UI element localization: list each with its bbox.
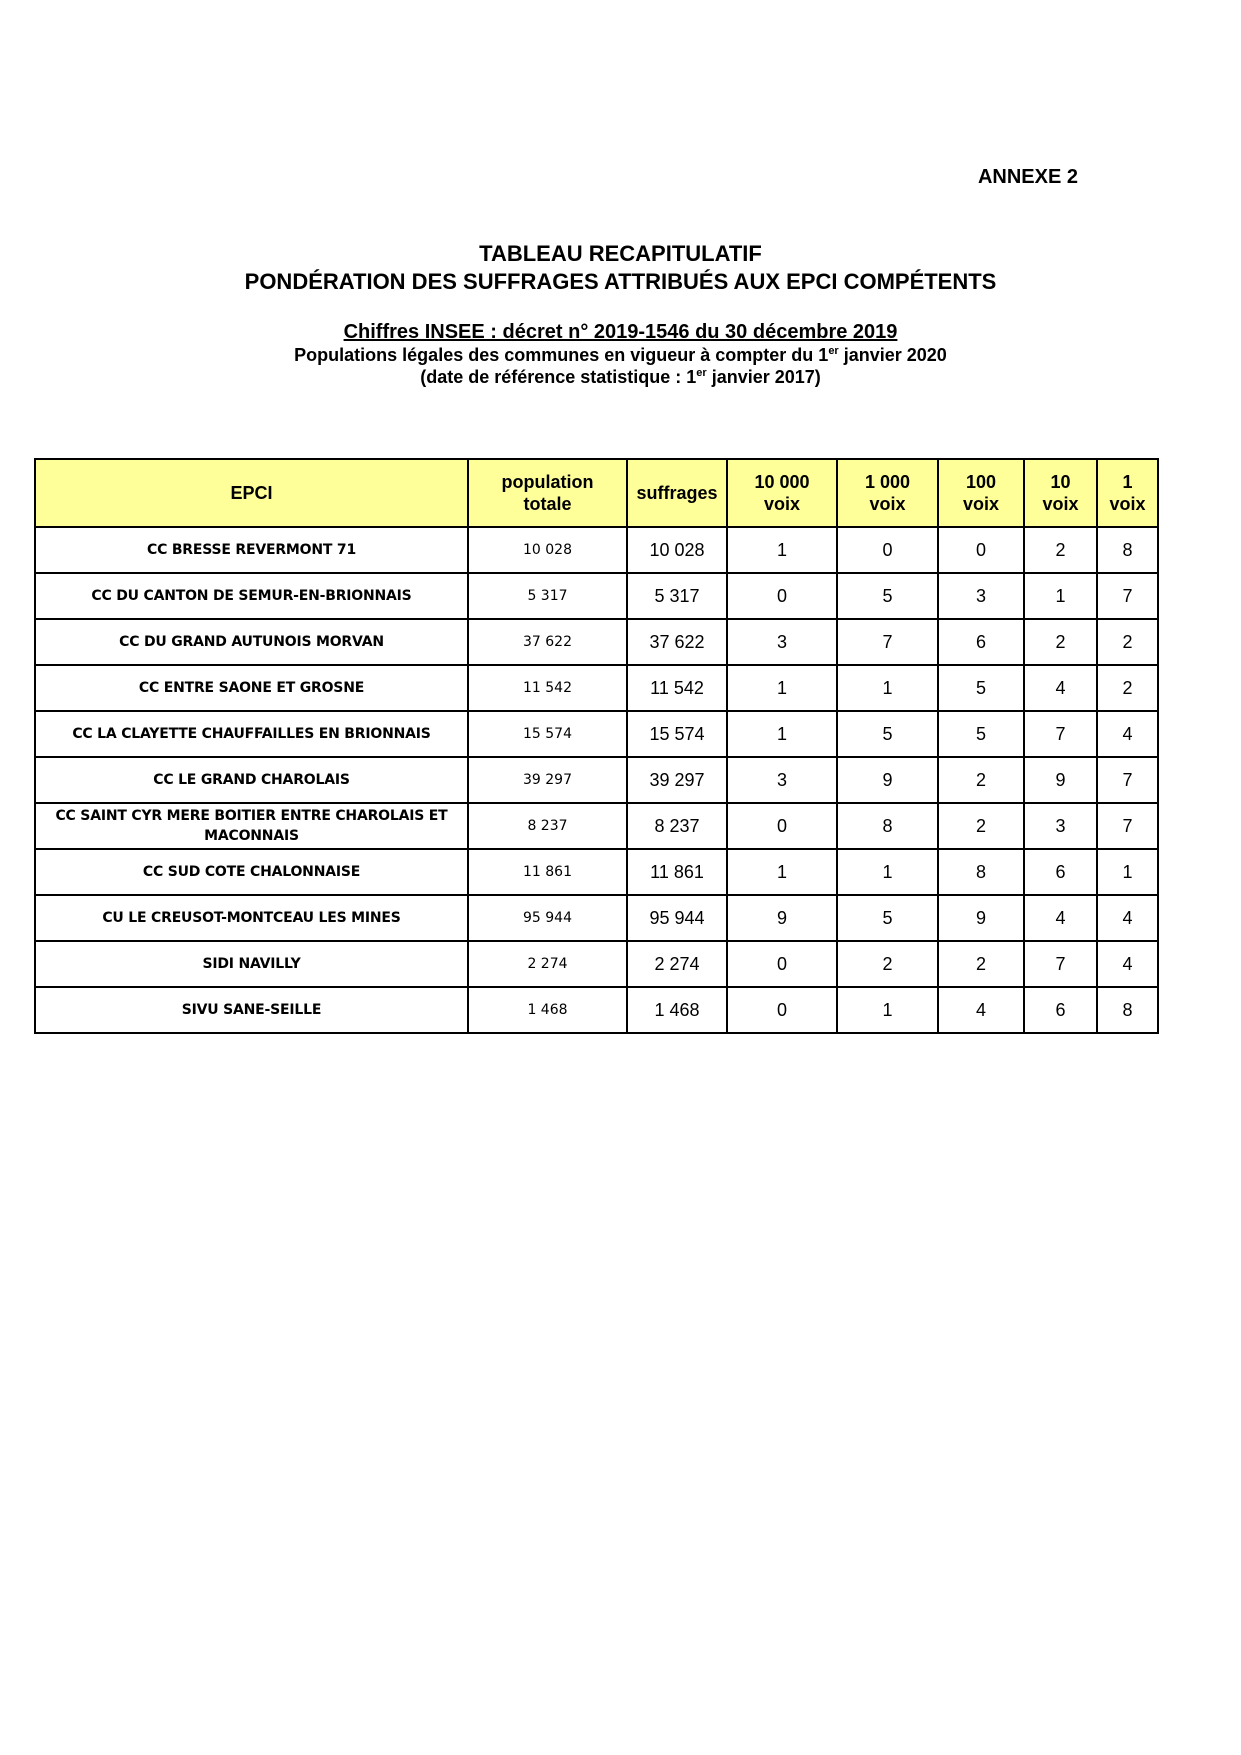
title-block [0, 240, 1241, 296]
table-row [35, 895, 1158, 941]
epci-name: CC LA CLAYETTE CHAUFFAILLES EN BRIONNAIS [35, 711, 468, 757]
voix-1-value: 8 [1097, 987, 1158, 1033]
populations-note-text: Populations légales des communes en vigueur à compter du 1 [294, 345, 829, 365]
title-line-1: TABLEAU RECAPITULATIF [479, 241, 762, 266]
header-suffrages: suffrages [627, 459, 727, 527]
population-value: 39 297 [468, 757, 627, 803]
voix-1000-value: 0 [837, 527, 938, 573]
suffrages-value: 8 237 [627, 803, 727, 849]
header-10-l1: 10 [1050, 472, 1071, 492]
voix-1-value: 8 [1097, 527, 1158, 573]
population-value: 8 237 [468, 803, 627, 849]
reference-note-sup: er [696, 367, 707, 379]
population-value: 11 542 [468, 665, 627, 711]
table-body [35, 527, 1158, 1033]
voix-1000-value: 5 [837, 573, 938, 619]
voix-10-value: 6 [1024, 849, 1097, 895]
voix-1000-value: 1 [837, 665, 938, 711]
table-row [35, 527, 1158, 573]
header-1-voix [1097, 459, 1158, 527]
voix-100-value: 4 [938, 987, 1024, 1033]
voix-10000-value: 1 [727, 527, 837, 573]
header-1-l2: voix [1109, 494, 1146, 514]
populations-note-sup: er [828, 345, 839, 357]
voix-10-value: 1 [1024, 573, 1097, 619]
voix-10000-value: 0 [727, 987, 837, 1033]
voix-1-value: 7 [1097, 573, 1158, 619]
epci-name: CC BRESSE REVERMONT 71 [35, 527, 468, 573]
table-row [35, 573, 1158, 619]
epci-name: CC SUD COTE CHALONNAISE [35, 849, 468, 895]
voix-10-value: 4 [1024, 895, 1097, 941]
population-value: 5 317 [468, 573, 627, 619]
epci-name: CU LE CREUSOT-MONTCEAU LES MINES [35, 895, 468, 941]
population-value: 37 622 [468, 619, 627, 665]
reference-note-end: janvier 2017) [706, 367, 821, 387]
voix-100-value: 2 [938, 757, 1024, 803]
header-1-l1: 1 [1122, 472, 1133, 492]
voix-100-value: 8 [938, 849, 1024, 895]
voix-100-value: 2 [938, 803, 1024, 849]
title-line-2: PONDÉRATION DES SUFFRAGES ATTRIBUÉS AUX EPCI COMPÉTENTS [244, 269, 997, 294]
header-100-l1: 100 [965, 472, 997, 492]
voix-10000-value: 1 [727, 849, 837, 895]
source-reference: Chiffres INSEE : décret n° 2019-1546 du 30 décembre 2019 [343, 321, 898, 343]
voix-10000-value: 9 [727, 895, 837, 941]
voix-100-value: 0 [938, 527, 1024, 573]
voix-100-value: 5 [938, 665, 1024, 711]
suffrages-value: 15 574 [627, 711, 727, 757]
suffrages-value: 10 028 [627, 527, 727, 573]
voix-1-value: 4 [1097, 941, 1158, 987]
header-10000-l1: 10 000 [754, 472, 810, 492]
voix-1-value: 2 [1097, 619, 1158, 665]
population-value: 10 028 [468, 527, 627, 573]
epci-name: SIDI NAVILLY [35, 941, 468, 987]
table-row [35, 711, 1158, 757]
epci-name: CC SAINT CYR MERE BOITIER ENTRE CHAROLAIS ET MACONNAIS [35, 803, 468, 849]
voix-10-value: 7 [1024, 941, 1097, 987]
header-10-l2: voix [1042, 494, 1079, 514]
voix-1-value: 4 [1097, 711, 1158, 757]
voix-10000-value: 0 [727, 573, 837, 619]
voix-1000-value: 8 [837, 803, 938, 849]
populations-note [0, 344, 1241, 366]
table-row [35, 941, 1158, 987]
suffrages-value: 11 542 [627, 665, 727, 711]
population-value: 11 861 [468, 849, 627, 895]
epci-name: CC ENTRE SAONE ET GROSNE [35, 665, 468, 711]
header-1000-l2: voix [869, 494, 906, 514]
voix-1-value: 2 [1097, 665, 1158, 711]
header-10000-voix [727, 459, 837, 527]
annex-label: ANNEXE 2 [977, 166, 1078, 188]
header-10-voix [1024, 459, 1097, 527]
voix-1000-value: 2 [837, 941, 938, 987]
voix-10000-value: 3 [727, 619, 837, 665]
population-value: 95 944 [468, 895, 627, 941]
header-1000-l1: 1 000 [864, 472, 911, 492]
epci-name: CC LE GRAND CHAROLAIS [35, 757, 468, 803]
voix-100-value: 6 [938, 619, 1024, 665]
header-population-l2: totale [523, 494, 572, 514]
voix-10000-value: 0 [727, 941, 837, 987]
table-row [35, 757, 1158, 803]
header-row [35, 459, 1158, 527]
voix-1-value: 7 [1097, 757, 1158, 803]
voix-100-value: 2 [938, 941, 1024, 987]
voix-10-value: 3 [1024, 803, 1097, 849]
suffrages-value: 95 944 [627, 895, 727, 941]
voix-1-value: 7 [1097, 803, 1158, 849]
voix-10000-value: 1 [727, 665, 837, 711]
voix-10-value: 9 [1024, 757, 1097, 803]
voix-1000-value: 5 [837, 711, 938, 757]
header-epci: EPCI [35, 459, 468, 527]
voix-100-value: 5 [938, 711, 1024, 757]
header-population-l1: population [501, 472, 594, 492]
voix-10-value: 7 [1024, 711, 1097, 757]
population-value: 15 574 [468, 711, 627, 757]
voix-1000-value: 1 [837, 987, 938, 1033]
table-row [35, 665, 1158, 711]
header-10000-l2: voix [763, 494, 801, 514]
voix-100-value: 9 [938, 895, 1024, 941]
voix-10000-value: 1 [727, 711, 837, 757]
epci-name: SIVU SANE-SEILLE [35, 987, 468, 1033]
table-row [35, 987, 1158, 1033]
suffrages-value: 5 317 [627, 573, 727, 619]
voix-10-value: 4 [1024, 665, 1097, 711]
voix-10000-value: 0 [727, 803, 837, 849]
suffrages-value: 37 622 [627, 619, 727, 665]
suffrages-value: 11 861 [627, 849, 727, 895]
table-header [35, 459, 1158, 527]
voix-1000-value: 7 [837, 619, 938, 665]
voix-1000-value: 5 [837, 895, 938, 941]
header-1000-voix [837, 459, 938, 527]
epci-table [34, 458, 1159, 1034]
reference-date-note [0, 366, 1241, 388]
suffrages-value: 39 297 [627, 757, 727, 803]
voix-1000-value: 1 [837, 849, 938, 895]
subtitle-block [0, 320, 1241, 388]
header-100-l2: voix [962, 494, 1000, 514]
table-row [35, 619, 1158, 665]
voix-10-value: 2 [1024, 619, 1097, 665]
voix-100-value: 3 [938, 573, 1024, 619]
voix-1-value: 1 [1097, 849, 1158, 895]
suffrages-value: 1 468 [627, 987, 727, 1033]
voix-1000-value: 9 [837, 757, 938, 803]
table-row [35, 803, 1158, 849]
header-100-voix [938, 459, 1024, 527]
header-population [468, 459, 627, 527]
population-value: 2 274 [468, 941, 627, 987]
voix-10-value: 6 [1024, 987, 1097, 1033]
voix-10-value: 2 [1024, 527, 1097, 573]
voix-10000-value: 3 [727, 757, 837, 803]
populations-note-end: janvier 2020 [838, 345, 947, 365]
voix-1-value: 4 [1097, 895, 1158, 941]
epci-name: CC DU GRAND AUTUNOIS MORVAN [35, 619, 468, 665]
reference-note-text: (date de référence statistique : 1 [420, 367, 697, 387]
table-row [35, 849, 1158, 895]
suffrages-value: 2 274 [627, 941, 727, 987]
epci-name: CC DU CANTON DE SEMUR-EN-BRIONNAIS [35, 573, 468, 619]
population-value: 1 468 [468, 987, 627, 1033]
